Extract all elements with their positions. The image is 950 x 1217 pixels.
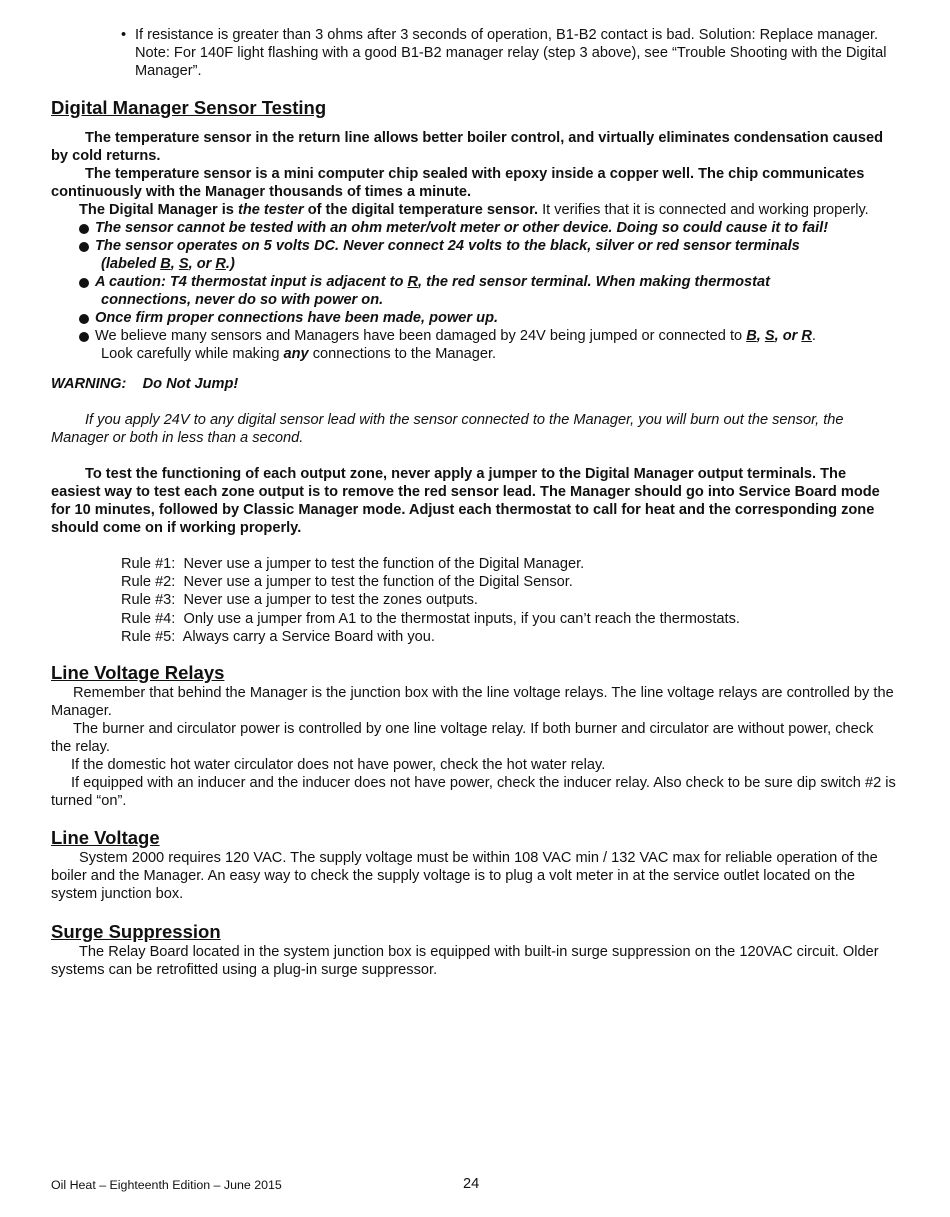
voltage-para: System 2000 requires 120 VAC. The supply voltage must be within 108 VAC min / 132 VAC max for reliable operation of the boiler and the Manager. An easy way to check the supply voltage is to plug a volt meter in at the service outlet located on the system junction box. — [51, 850, 878, 903]
sensor-para-3 — [51, 201, 897, 219]
bullet-2-text: The sensor operates on 5 volts DC. Never connect 24 volts to the black, silver or red sensor terminals — [95, 238, 800, 254]
bullet-icon — [79, 224, 89, 234]
sep-or: , or — [188, 256, 216, 272]
bullet-2-close: .) — [225, 256, 235, 272]
sensor-para-1: The temperature sensor in the return line allows better boiler control, and virtually eliminates condensation caused by cold returns. — [51, 130, 883, 164]
terminal-r: R — [215, 256, 226, 272]
para3-emphasis: the tester — [237, 202, 304, 218]
surge-para: The Relay Board located in the system junction box is equipped with built-in surge suppression on the 120VAC circuit. Older systems can be retrofitted using a plug-in surge suppressor. — [51, 944, 879, 979]
list-item — [79, 309, 897, 327]
bullet-3-text — [95, 274, 770, 290]
bullet-5-period: . — [811, 328, 816, 344]
section-heading-sensor-testing: Digital Manager Sensor Testing — [51, 97, 327, 118]
relays-para-2: The burner and circulator power is controlled by one line voltage relay. If both burner and circulator are without power, check the relay. — [51, 721, 874, 756]
bullet-3-cont: connections, never do so with power on. — [101, 292, 384, 308]
relays-para-3: If the domestic hot water circulator does not have power, check the hot water relay. — [71, 757, 606, 774]
bullet-5-text — [95, 328, 816, 344]
bullet-5-cont — [95, 346, 496, 362]
bullet-2-cont — [95, 256, 235, 272]
intro-bullet — [121, 26, 897, 80]
sep-comma: , — [170, 256, 179, 272]
rule-item: Rule #1: Never use a jumper to test the function of the Digital Manager. — [121, 556, 585, 572]
warning-heading: WARNING: Do Not Jump! — [51, 376, 239, 392]
bullet-icon — [79, 314, 89, 324]
rule-item: Rule #2: Never use a jumper to test the function of the Digital Sensor. — [121, 574, 573, 591]
rules-list — [121, 555, 897, 646]
bullet-5-cont-post: connections to the Manager. — [308, 346, 497, 362]
terminal-r: R — [801, 328, 812, 344]
rule-item: Rule #5: Always carry a Service Board with you. — [121, 628, 435, 645]
terminal-b: B — [160, 256, 171, 272]
rule-item: Rule #4: Only use a jumper from A1 to the thermostat inputs, if you can’t reach the thermostats. — [121, 610, 740, 627]
sensor-bullet-list — [51, 219, 897, 363]
para3-rest: It verifies that it is connected and working properly. — [538, 202, 869, 218]
terminal-r: R — [407, 274, 418, 290]
terminal-s: S — [178, 256, 189, 272]
bullet-icon — [79, 278, 89, 288]
sep-or: , or — [774, 328, 802, 344]
relays-para-4: If equipped with an inducer and the inducer does not have power, check the inducer relay. Also check to be sure dip switch #2 is turned “on”. — [51, 775, 896, 810]
section-heading-line-voltage-relays: Line Voltage Relays — [51, 662, 225, 684]
bullet-2-cont-pre: (labeled — [101, 256, 161, 272]
document-page — [51, 26, 897, 979]
test-paragraph: To test the functioning of each output zone, never apply a jumper to the Digital Manager output terminals. The easiest way to test each zone output is to remove the red sensor lead. The Manager should go into Service Board mode for 10 minutes, followed by Classic Manager mode. Adjust each thermostat to call for heat and the corresponding zone should come on if working properly. — [51, 466, 880, 536]
bullet-icon: • — [121, 27, 127, 43]
list-item — [79, 273, 897, 309]
list-item — [79, 237, 897, 273]
list-item — [79, 327, 897, 363]
section-heading-surge-suppression: Surge Suppression — [51, 921, 221, 943]
terminal-s: S — [764, 328, 775, 344]
page-number: 24 — [463, 1176, 480, 1192]
bullet-5-cont-em: any — [283, 346, 309, 362]
bullet-1-text: The sensor cannot be tested with an ohm meter/volt meter or other device. Doing so could cause it to fail! — [95, 220, 829, 236]
bullet-3-pre: A caution: T4 thermostat input is adjacent to — [95, 274, 408, 290]
sensor-para-2: The temperature sensor is a mini computer chip sealed with epoxy inside a copper well. The chip communicates continuously with the Manager thousands of times a minute. — [51, 166, 865, 200]
section-heading-line-voltage: Line Voltage — [51, 827, 160, 849]
footer-edition: Oil Heat – Eighteenth Edition – June 2015 — [51, 1178, 282, 1192]
para3-pre: The Digital Manager is — [79, 202, 238, 218]
bullet-icon — [79, 332, 89, 342]
bullet-4-text: Once firm proper connections have been made, power up. — [95, 310, 499, 326]
sep-comma: , — [756, 328, 765, 344]
para3-post: of the digital temperature sensor. — [303, 202, 539, 218]
bullet-5-pre: We believe many sensors and Managers have been damaged by 24V being jumped or connected to — [95, 328, 747, 344]
list-item — [79, 219, 897, 237]
relays-para-1: Remember that behind the Manager is the junction box with the line voltage relays. The line voltage relays are controlled by the Manager. — [51, 685, 894, 720]
bullet-icon — [79, 242, 89, 252]
bullet-3-post: , the red sensor terminal. When making thermostat — [418, 274, 770, 290]
warning-text: If you apply 24V to any digital sensor lead with the sensor connected to the Manager, you will burn out the sensor, the Manager or both in less than a second. — [51, 412, 844, 446]
terminal-b: B — [746, 328, 757, 344]
rule-item: Rule #3: Never use a jumper to test the zones outputs. — [121, 592, 478, 609]
intro-bullet-text: If resistance is greater than 3 ohms after 3 seconds of operation, B1-B2 contact is bad. Solution: Replace manager. Note: For 140F light flashing with a good B1-B2 manager relay (step 3 above), see “Trouble Shooting with the Digital Manager”. — [135, 27, 887, 79]
bullet-5-cont-pre: Look carefully while making — [101, 346, 284, 362]
